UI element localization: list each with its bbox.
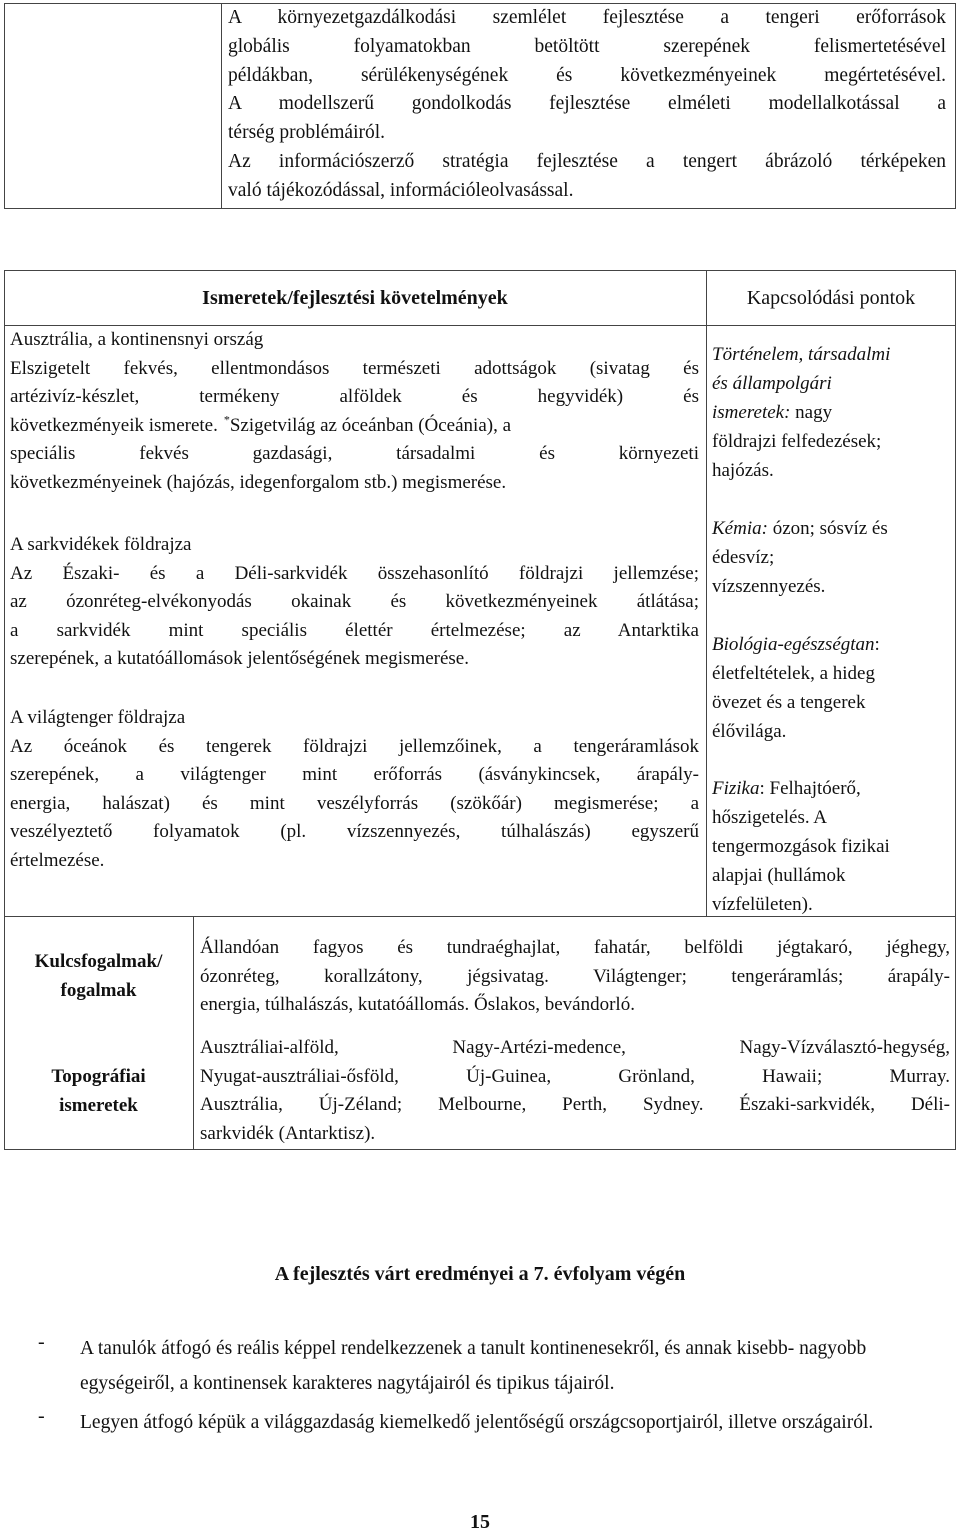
subject-name: és állampolgári [712, 373, 832, 394]
connection-line [712, 398, 952, 427]
header-requirements: Ismeretek/fejlesztési követelmények [202, 287, 508, 309]
section-line: veszélyeztető folyamatok (pl. vízszennyezés, túlhalászás) egyszerű [10, 821, 699, 842]
connection-text: ózon; sósvíz és [767, 518, 888, 539]
connection-line: vízszennyezés. [712, 576, 826, 597]
objectives-line: globális folyamatokban betöltött szerepének felismertetésével [228, 35, 946, 57]
objectives-text [228, 4, 946, 206]
section-ocean [10, 704, 699, 875]
connection-line: övezet és a tengerek [712, 692, 866, 713]
section-line: szerepének, a világtenger mint erőforrás (ásványkincsek, árapály- [10, 764, 699, 785]
subject-name: ismeretek: [712, 402, 791, 423]
keyterms-line: ózonréteg, korallzátony, jégsivatag. Világtenger; tengeráramlás; árapály- [200, 965, 950, 987]
result-item: Legyen átfogó képük a világgazdaság kiemelkedő jelentőségű országcsoportjairól, illetve országairól. [80, 1412, 874, 1433]
header-connections: Kapcsolódási pontok [746, 287, 916, 309]
section-polar [10, 531, 699, 674]
connection-line [712, 514, 952, 543]
connection-line: tengermozgások fizikai [712, 836, 890, 857]
objectives-line: példákban, sérülékenységének és következményeinek megértetésével. [228, 64, 946, 86]
objectives-line: való tájékozódással, információleolvasással. [228, 179, 574, 201]
connection-line: hőszigetelés. A [712, 807, 828, 828]
section-line: értelmezése. [10, 849, 105, 871]
connection-line: vízfelületen). [712, 894, 813, 915]
section-line: Elszigetelt fekvés, ellentmondásos természeti adottságok (sivatag és [10, 357, 699, 379]
section-title: A világtenger földrajza [10, 707, 186, 728]
connection-biology [712, 630, 952, 746]
results-heading: A fejlesztés várt eredményei a 7. évfolyam végén [274, 1263, 686, 1285]
section-australia [10, 326, 699, 497]
connection-line: édesvíz; [712, 547, 775, 568]
topography-label-line: Topográfiai [51, 1066, 146, 1087]
objectives-box-divider [221, 3, 222, 209]
connection-line: hajózás. [712, 460, 774, 481]
section-line: következményeinek (hajózás, idegenforgalom stb.) megismerése. [10, 471, 507, 493]
section-line-text: Szigetvilág az óceánban (Óceánia), a [229, 414, 512, 436]
section-line: Az óceánok és tengerek földrajzi jellemzőinek, a tengeráramlások [10, 735, 699, 757]
footnote-asterisk: * [223, 412, 230, 427]
section-line: artézivíz-készlet, termékeny alföldek és hegyvidék) és [10, 386, 699, 407]
topography-text [200, 1034, 950, 1148]
page-number: 15 [470, 1511, 490, 1533]
section-line: szerepének, a kutatóállomások jelentőségének megismerése. [10, 648, 469, 669]
objectives-line: A környezetgazdálkodási szemlélet fejlesztése a tengeri erőforrások [228, 7, 946, 28]
connection-line: alapjai (hullámok [712, 865, 846, 886]
keyterms-label-line: fogalmak [60, 979, 137, 1001]
keyterms-line: Állandóan fagyos és tundraéghajlat, fahatár, belföldi jégtakaró, jéghegy, [200, 937, 950, 958]
section-line: speciális fekvés gazdasági, társadalmi és környezeti [10, 443, 699, 464]
connection-text: : [874, 634, 880, 655]
connection-line [712, 340, 952, 369]
connection-physics [712, 774, 952, 919]
subject-name: Kémia: [712, 518, 768, 539]
section-line: a sarkvidék mint speciális élettér értelmezése; az Antarktika [10, 619, 699, 641]
objectives-line: A modellszerű gondolkodás fejlesztése elméleti modellalkotással a [228, 93, 946, 115]
section-line: az ózonréteg-elvékonyodás okainak és következményeinek átlátása; [10, 591, 699, 612]
section-line-part: következményeik ismerete. [10, 414, 218, 436]
section-line: Az Északi- és a Déli-sarkvidék összehasonlító földrajzi jellemzése; [10, 562, 699, 584]
connection-text: nagy [790, 402, 833, 423]
connection-line [712, 630, 952, 659]
subject-name: Történelem, társadalmi [712, 344, 891, 365]
connection-line: élővilága. [712, 721, 787, 742]
connection-line [712, 774, 952, 803]
result-item: A tanulók átfogó és reális képpel rendelkezzenek a tanult kontinenesekről, és annak kisebb- nagyobb egységeiről, a kontinensek karakteres nagytájairól és tipikus tájairól. [80, 1338, 867, 1394]
section-title: Ausztrália, a kontinensnyi ország [10, 329, 264, 350]
topography-label [4, 1063, 193, 1120]
section-line: energia, halászat) és mint veszélyforrás (szökőár) megismerése; a [10, 792, 699, 814]
subject-name: Biológia-egészségtan [712, 634, 875, 655]
keyterms-label [4, 948, 193, 1005]
connection-history [712, 340, 952, 485]
objectives-line: Az információszerző stratégia fejlesztése a tengert ábrázoló térképeken [228, 150, 946, 172]
keyterms-line: energia, túlhalászás, kutatóállomás. Őslakos, bevándorló. [200, 994, 635, 1015]
objectives-line: térség problémáiról. [228, 122, 386, 144]
keyterms-label-line: Kulcsfogalmak/ [34, 951, 163, 972]
table-column-divider [706, 270, 707, 916]
connection-line: földrajzi felfedezések; [712, 431, 882, 452]
connection-text: : Felhajtóerő, [759, 778, 861, 799]
connection-line: életfeltételek, a hideg [712, 663, 875, 684]
section-title: A sarkvidékek földrajza [10, 534, 192, 555]
keyterms-text [200, 934, 950, 1020]
topography-line: sarkvidék (Antarktisz). [200, 1122, 376, 1144]
topography-line: Ausztráliai-alföld, Nagy-Artézi-medence, Nagy-Vízválasztó-hegység, [200, 1037, 950, 1058]
connection-chemistry [712, 514, 952, 601]
section-line [10, 412, 699, 441]
table-label-divider [193, 916, 194, 1150]
topography-label-line: ismeretek [59, 1094, 138, 1116]
bullet-dash: - [38, 1405, 45, 1427]
bullet-dash: - [38, 1331, 45, 1353]
section-line-part [218, 412, 699, 441]
topography-line: Ausztrália, Új-Zéland; Melbourne, Perth, Sydney. Északi-sarkvidék, Déli- [200, 1094, 950, 1115]
subject-name: Fizika [712, 778, 760, 799]
connection-line [712, 369, 952, 398]
topography-line: Nyugat-ausztráliai-ősföld, Új-Guinea, Grönland, Hawaii; Murray. [200, 1065, 950, 1087]
